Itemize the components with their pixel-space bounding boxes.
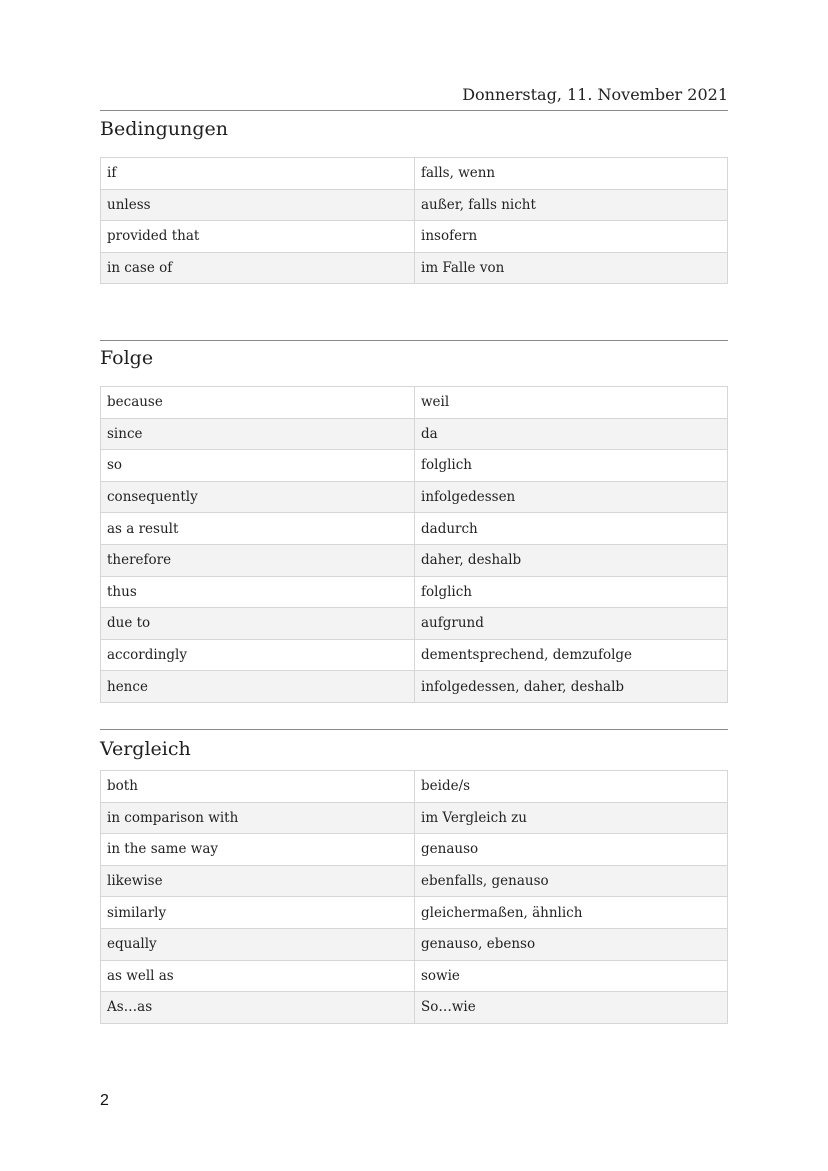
german-translation: genauso bbox=[415, 834, 728, 866]
vocab-table bbox=[100, 386, 728, 703]
german-translation: da bbox=[415, 418, 728, 450]
english-term: as a result bbox=[101, 513, 415, 545]
table-row bbox=[101, 418, 728, 450]
table-row bbox=[101, 960, 728, 992]
table-row bbox=[101, 513, 728, 545]
table-row bbox=[101, 450, 728, 482]
table-row bbox=[101, 158, 728, 190]
german-translation: infolgedessen, daher, deshalb bbox=[415, 671, 728, 703]
section-folge bbox=[100, 340, 728, 695]
english-term: because bbox=[101, 387, 415, 419]
table-row bbox=[101, 221, 728, 253]
german-translation: So…wie bbox=[415, 992, 728, 1024]
german-translation: folglich bbox=[415, 576, 728, 608]
section-bedingungen bbox=[100, 110, 728, 277]
german-translation: gleichermaßen, ähnlich bbox=[415, 897, 728, 929]
section-title: Vergleich bbox=[100, 738, 191, 760]
german-translation: falls, wenn bbox=[415, 158, 728, 190]
table-row bbox=[101, 481, 728, 513]
german-translation: außer, falls nicht bbox=[415, 189, 728, 221]
english-term: due to bbox=[101, 608, 415, 640]
english-term: since bbox=[101, 418, 415, 450]
table-row bbox=[101, 928, 728, 960]
english-term: As…as bbox=[101, 992, 415, 1024]
english-term: so bbox=[101, 450, 415, 482]
table-row bbox=[101, 671, 728, 703]
german-translation: weil bbox=[415, 387, 728, 419]
table-row bbox=[101, 639, 728, 671]
english-term: therefore bbox=[101, 544, 415, 576]
english-term: accordingly bbox=[101, 639, 415, 671]
table-row bbox=[101, 189, 728, 221]
german-translation: dadurch bbox=[415, 513, 728, 545]
german-translation: daher, deshalb bbox=[415, 544, 728, 576]
german-translation: sowie bbox=[415, 960, 728, 992]
english-term: in comparison with bbox=[101, 802, 415, 834]
english-term: as well as bbox=[101, 960, 415, 992]
table-row bbox=[101, 802, 728, 834]
table-row bbox=[101, 387, 728, 419]
english-term: if bbox=[101, 158, 415, 190]
table-row bbox=[101, 834, 728, 866]
table-row bbox=[101, 992, 728, 1024]
page-number: 2 bbox=[100, 1092, 109, 1109]
table-row bbox=[101, 252, 728, 284]
page-date: Donnerstag, 11. November 2021 bbox=[462, 85, 728, 104]
english-term: in case of bbox=[101, 252, 415, 284]
english-term: unless bbox=[101, 189, 415, 221]
section-title: Bedingungen bbox=[100, 118, 228, 140]
english-term: consequently bbox=[101, 481, 415, 513]
german-translation: infolgedessen bbox=[415, 481, 728, 513]
table-row bbox=[101, 865, 728, 897]
section-divider bbox=[100, 340, 728, 341]
english-term: provided that bbox=[101, 221, 415, 253]
section-divider bbox=[100, 729, 728, 730]
german-translation: aufgrund bbox=[415, 608, 728, 640]
english-term: thus bbox=[101, 576, 415, 608]
section-title: Folge bbox=[100, 347, 154, 369]
english-term: similarly bbox=[101, 897, 415, 929]
german-translation: beide/s bbox=[415, 771, 728, 803]
vocab-table bbox=[100, 770, 728, 1024]
section-divider bbox=[100, 110, 728, 111]
german-translation: ebenfalls, genauso bbox=[415, 865, 728, 897]
german-translation: genauso, ebenso bbox=[415, 928, 728, 960]
table-row bbox=[101, 576, 728, 608]
english-term: in the same way bbox=[101, 834, 415, 866]
table-row bbox=[101, 608, 728, 640]
vocab-table bbox=[100, 157, 728, 284]
table-row bbox=[101, 544, 728, 576]
german-translation: insofern bbox=[415, 221, 728, 253]
english-term: both bbox=[101, 771, 415, 803]
english-term: hence bbox=[101, 671, 415, 703]
german-translation: im Vergleich zu bbox=[415, 802, 728, 834]
german-translation: dementsprechend, demzufolge bbox=[415, 639, 728, 671]
english-term: equally bbox=[101, 928, 415, 960]
german-translation: folglich bbox=[415, 450, 728, 482]
section-vergleich bbox=[100, 729, 728, 1016]
table-row bbox=[101, 771, 728, 803]
german-translation: im Falle von bbox=[415, 252, 728, 284]
table-row bbox=[101, 897, 728, 929]
english-term: likewise bbox=[101, 865, 415, 897]
